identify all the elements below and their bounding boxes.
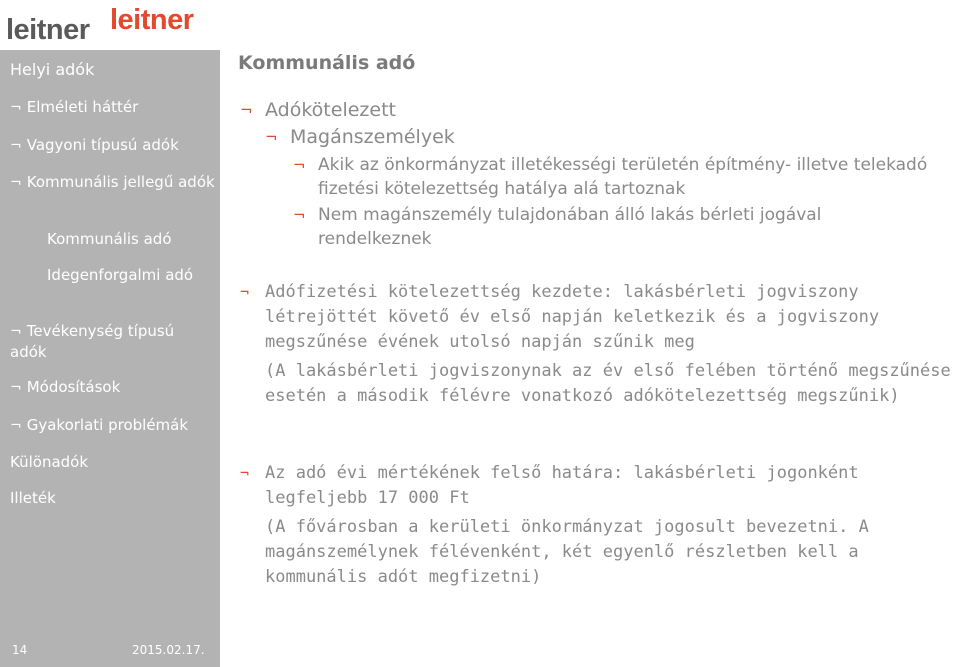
sidebar-item-label: Különadók bbox=[10, 453, 89, 471]
bullet-icon: ¬ bbox=[10, 380, 22, 396]
sidebar-item-label: Elméleti háttér bbox=[26, 98, 139, 116]
sidebar-item-modositasok[interactable] bbox=[10, 377, 215, 398]
bullet-icon: ¬ bbox=[240, 283, 250, 301]
bullet-adokotelezett bbox=[240, 99, 960, 123]
sidebar-item-elmeleti-hatter[interactable] bbox=[10, 97, 215, 118]
sidebar-item-gyakorlati[interactable] bbox=[10, 415, 215, 436]
bullet-nem-maganszemely bbox=[293, 204, 933, 251]
sidebar-item-label: Kommunális jellegű adók bbox=[26, 173, 215, 191]
bullet-akik bbox=[293, 154, 933, 201]
bullet-note: (A lakásbérleti jogviszonynak az év első felében történő megszűnése esetén a második félévre vonatkozó adókötelezettség megszűnik) bbox=[265, 361, 951, 406]
sidebar-item-kommunalis-ado[interactable] bbox=[47, 229, 252, 249]
sidebar-item-tevekenyseg[interactable] bbox=[10, 321, 215, 362]
sidebar-item-vagyoni[interactable] bbox=[10, 135, 215, 156]
bullet-icon: ¬ bbox=[293, 206, 306, 224]
page-title: Kommunális adó bbox=[238, 52, 416, 74]
sidebar-item-idegenforgalmi[interactable] bbox=[47, 265, 197, 285]
sidebar-item-label: Tevékenység típusú adók bbox=[10, 322, 175, 361]
bullet-icon: ¬ bbox=[10, 100, 22, 116]
sidebar-item-kulonadok[interactable] bbox=[10, 452, 215, 472]
bullet-felso-hatar bbox=[240, 461, 960, 590]
bullet-icon: ¬ bbox=[265, 128, 278, 146]
sidebar-item-label: Vagyoni típusú adók bbox=[26, 136, 179, 154]
sidebar bbox=[0, 50, 220, 667]
logo-text-dark: leitner bbox=[6, 14, 90, 46]
bullet-note: (A fővárosban a kerületi önkormányzat jogosult bevezetni. A magánszemélynek félévenként, két egyenlő részletben kell a kommunális adót megfizetni) bbox=[265, 517, 869, 587]
sidebar-item-label: Idegenforgalmi adó bbox=[47, 266, 194, 284]
bullet-icon: ¬ bbox=[240, 101, 253, 119]
sidebar-item-kommunalis-jellegu[interactable] bbox=[10, 172, 215, 193]
bullet-icon: ¬ bbox=[10, 138, 22, 154]
bullet-text: Adófizetési kötelezettség kezdete: lakásbérleti jogviszony létrejöttét követő év első napján keletkezik és a jogviszony megszűnése évének utolsó napján szűnik meg bbox=[265, 282, 880, 352]
bullet-text: Akik az önkormányzat illetékességi területén építmény- illetve telekadó fizetési kötelezettség hatálya alá tartoznak bbox=[318, 155, 928, 199]
page-number: 14 bbox=[12, 643, 28, 657]
sidebar-item-helyi-adok[interactable] bbox=[10, 60, 215, 80]
bullet-maganszemelyek bbox=[265, 126, 955, 150]
bullet-icon: ¬ bbox=[10, 418, 22, 434]
sidebar-item-label: Kommunális adó bbox=[47, 230, 172, 248]
sidebar-item-label: Helyi adók bbox=[10, 60, 95, 79]
date-label: 2015.02.17. bbox=[132, 643, 205, 657]
bullet-icon: ¬ bbox=[240, 464, 250, 482]
bullet-icon: ¬ bbox=[10, 175, 22, 191]
bullet-text: Az adó évi mértékének felső határa: lakásbérleti jogonként legfeljebb 17 000 Ft bbox=[265, 463, 859, 508]
logo-text-red: leitner bbox=[110, 4, 194, 36]
sidebar-item-illetek[interactable] bbox=[10, 488, 215, 508]
sidebar-item-label: Gyakorlati problémák bbox=[26, 416, 189, 434]
bullet-adofizetesi bbox=[240, 280, 960, 409]
sidebar-item-label: Módosítások bbox=[26, 378, 121, 396]
bullet-text: Magánszemélyek bbox=[290, 126, 455, 148]
bullet-text: Nem magánszemély tulajdonában álló lakás bérleti jogával rendelkeznek bbox=[318, 205, 822, 249]
sidebar-item-label: Illeték bbox=[10, 489, 56, 507]
bullet-icon: ¬ bbox=[10, 324, 22, 340]
bullet-text: Adókötelezett bbox=[265, 99, 396, 121]
bullet-icon: ¬ bbox=[293, 156, 306, 174]
